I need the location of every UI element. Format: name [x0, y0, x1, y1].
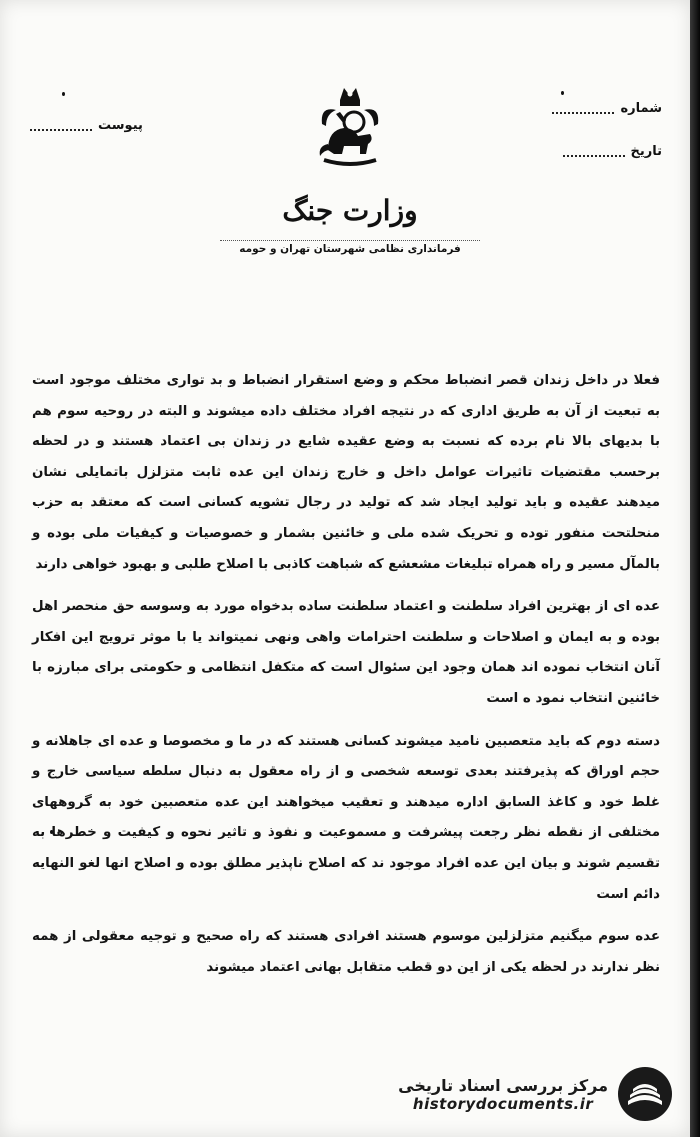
attachment-line [30, 121, 92, 131]
body-paragraph: دسته دوم که باید متعصبین نامید میشوند کسانی هستند که در ما و مخصوصا و عده ای جاهلانه و حجم اوراق که پذیرفتند بعدی توسعه شخصی و از راه معقول به دنبال سلطه سیاسی خارج و غلط خود و کاغذ السابق اداره میدهند و تعقیب میخواهند این عده متعصبین خود به گروههای مختلفی از نقطه نظر رجعت پیشرفت و مسموعیت و نفوذ و تاثیر نحوه و کیفیت و خطرها به تقسیم شوند و بیان این عده افراد موجود ند که اصلاح ناپذیر مطلق بوده و اصلاح انها لغو النهایه دائم است [32, 733, 660, 902]
number-field [552, 101, 662, 116]
ink-speck [561, 91, 564, 95]
archive-watermark [334, 1059, 674, 1129]
attachment-field [30, 118, 143, 133]
attachment-label: پیوست [98, 118, 143, 133]
ministry-title: وزارت جنگ [282, 194, 418, 227]
date-label: تاریخ [630, 144, 662, 159]
watermark-name: مرکز بررسی اسناد تاریخی [398, 1075, 608, 1095]
ministry-subtitle: فرمانداری نظامی شهرستان تهران و حومه [220, 240, 480, 255]
lion-and-sun-emblem-icon [314, 84, 386, 170]
ink-speck [62, 92, 65, 96]
watermark-url: historydocuments.ir [412, 1094, 594, 1113]
body-paragraph: عده ای از بهترین افراد سلطنت و اعتماد سلطنت ساده بدخواه مورد به وسوسه حق منحصر اهل بوده و به ایمان و اصلاحات و سلطنت احترامات واهی ونهی نمیتواند یا با موثر ترویج این افکار آنان انتخاب نموده اند همان وجود این سئوال است که متکفل انتظامی و حکومتی برای مبارزه با خائنین انتخاب نمود ه است [32, 599, 660, 706]
document-body [32, 366, 660, 983]
body-paragraph: عده سوم میگنیم متزلزلین موسوم هستند افرادی هستند که راه صحیح و توجیه معقولی از همه نظر ندارند در لحظه یکی از این دو قطب متقابل بهانی اعتماد میشوند [32, 929, 660, 975]
scan-edge [690, 0, 700, 1137]
number-label: شماره [620, 101, 662, 116]
date-field [563, 144, 663, 159]
watermark-text [398, 1076, 608, 1113]
body-paragraph: فعلا در داخل زندان قصر انضباط محکم و وضع استقرار انضباط و بد تواری مختلف موجود است به تبعیت از آن به طریق اداری که در نتیجه افراد مختلف داده میشوند و البته در روحیه سوم هم با بدیهای بالا نام برده که نسبت به وضع عقیده شایع در زندان بی اعتماد هستند و در لحظه برحسب مقتضیات تاثیرات عوامل داخل و خارج زندان این عده ثابت متزلزل باتمایلی نشان میدهند عقیده و باید تولید ایجاد شد که تولید در رجال تشویه کسانی است که معتقد به حزب منحلتحت منفور توده و تحریک شده ملی و خائنین بشمار و خصوصیات و کیفیات ملی بوده و بالمآل مسیر و راه همراه تبلیغات مشعشع که شباهت کاذبی با اصلاح طلبی و بهبود خواهی دارند [32, 373, 660, 572]
book-emblem-icon [616, 1065, 674, 1123]
date-line [563, 147, 625, 157]
number-line [552, 104, 614, 114]
